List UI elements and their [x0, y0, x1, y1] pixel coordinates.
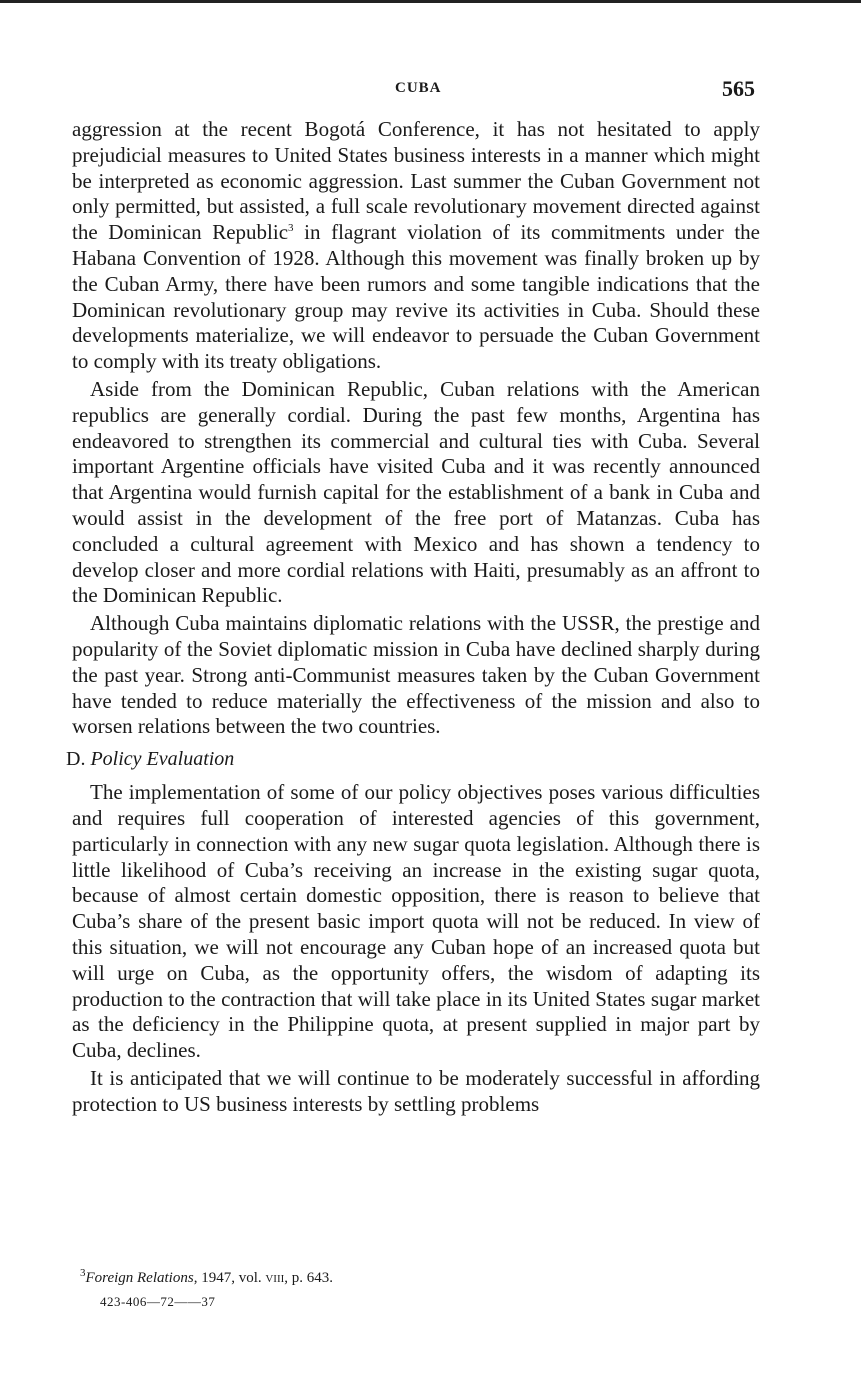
section-title: Policy Evaluation	[90, 748, 235, 771]
footnote-page: , p. 643.	[284, 1270, 334, 1286]
footnote-area	[80, 1268, 760, 1312]
footnote-mark: 3	[80, 1267, 86, 1279]
footnote-year: , 1947, vol.	[193, 1270, 262, 1286]
footnote-volume: viii	[265, 1270, 285, 1286]
printer-code: 423-406—72——37	[100, 1294, 216, 1309]
paragraph-1-text-cont: in flagrant violation of its commitments under the Habana Convention of 1928. Although this movement was finally broken up by the Cuban Army, there have been rumors and some tangible indications that the Dominican revolutionary group may revive its activities in Cuba. Should these developments materialize, we will endeavor to persuade the Cuban Government to comply with its treaty obligations.	[72, 220, 760, 374]
running-head	[0, 76, 861, 102]
body-text	[66, 117, 760, 1119]
paragraph-5: It is anticipated that we will continue to be moderately successful in affording protection to US business interests by settling problems	[72, 1065, 760, 1116]
paragraph-1	[72, 117, 760, 375]
footnote	[80, 1268, 760, 1288]
footnote-title: Foreign Relations	[85, 1270, 194, 1286]
paragraph-1-text: aggression at the recent Bogotá Conference, it has not hesitated to apply prejudicial measures to United States business interests in a manner which might be interpreted as economic aggression. Last summer the Cuban Government not only permitted, but assisted, a full scale revolutionary movement directed against the Dominican Republic	[72, 117, 760, 245]
section-letter: D.	[66, 748, 86, 771]
footnote-reference: 3	[288, 222, 294, 235]
paragraph-2: Aside from the Dominican Republic, Cuban relations with the American republics are generally cordial. During the past few months, Argentina has endeavored to strengthen its commercial and cultural ties with Cuba. Several important Argentine officials have visited Cuba and it was recently announced that Argentina would furnish capital for the establishment of a bank in Cuba and would assist in the development of the free port of Matanzas. Cuba has concluded a cultural agreement with Mexico and has shown a tendency to develop closer and more cordial relations with Haiti, presumably as an affront to the Dominican Republic.	[72, 376, 760, 608]
top-rule	[0, 0, 861, 3]
paragraph-3: Although Cuba maintains diplomatic relations with the USSR, the prestige and popularity of the Soviet diplomatic mission in Cuba have declined sharply during the past year. Strong anti-Communist measures taken by the Cuban Government have tended to reduce materially the effectiveness of the mission and also to worsen relations between the two countries.	[72, 611, 760, 739]
page-number: 565	[722, 76, 755, 101]
paragraph-4: The implementation of some of our policy objectives poses various difficulties and requires full cooperation of interested agencies of this government, particularly in connection with any new sugar quota legislation. Although there is little likelihood of Cuba’s receiving an increase in the existing sugar quota, because of almost certain domestic opposition, there is reason to believe that Cuba’s share of the present basic import quota will not be reduced. In view of this situation, we will not encourage any Cuban hope of an increased quota but will urge on Cuba, as the opportunity offers, the wisdom of adapting its production to the contraction that will take place in its United States sugar market as the deficiency in the Philippine quota, at present supplied in major part by Cuba, declines.	[72, 780, 760, 1063]
section-heading	[66, 746, 760, 772]
running-title: CUBA	[395, 80, 442, 96]
